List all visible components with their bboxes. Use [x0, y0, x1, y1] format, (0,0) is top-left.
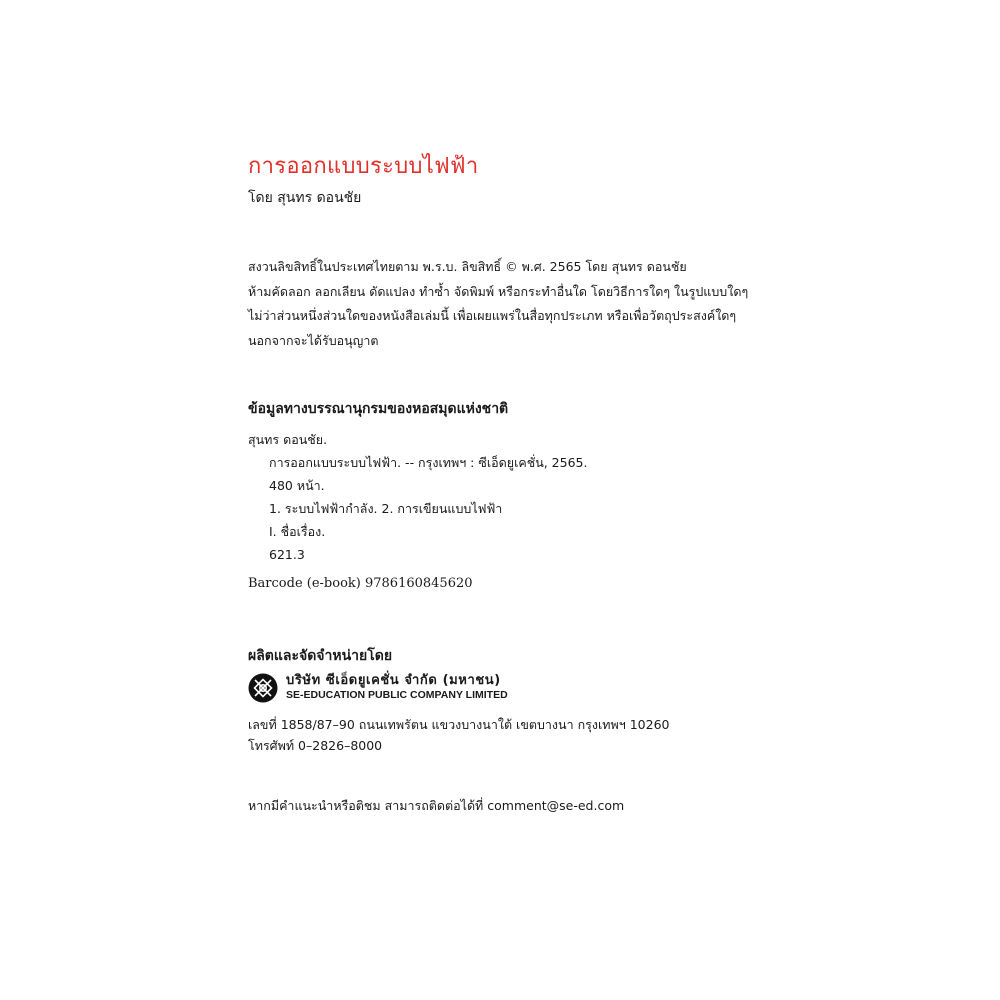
- publisher-address: เลขที่ 1858/87–90 ถนนเทพรัตน แขวงบางนาใต้ เขตบางนา กรุงเทพฯ 10260: [248, 717, 670, 732]
- copyright-line: ห้ามคัดลอก ลอกเลียน ดัดแปลง ทำซ้ำ จัดพิมพ์ หรือกระทำอื่นใด โดยวิธีการใดๆ ในรูปแบบใดๆ: [248, 283, 749, 299]
- cip-heading: ข้อมูลทางบรรณานุกรมของหอสมุดแห่งชาติ: [248, 401, 509, 417]
- book-author: โดย สุนทร ดอนชัย: [248, 190, 362, 206]
- publisher-phone: โทรศัพท์ 0–2826–8000: [248, 738, 383, 753]
- copyright-line: ไม่ว่าส่วนหนึ่งส่วนใดของหนังสือเล่มนี้ เพื่อเผยแพร่ในสื่อทุกประเภท หรือเพื่อวัตถุประสงค์ใดๆ: [248, 308, 737, 323]
- se-ed-logo-icon: [248, 673, 278, 703]
- cip-subjects: 1. ระบบไฟฟ้ากำลัง. 2. การเขียนแบบไฟฟ้า: [269, 501, 503, 516]
- cip-classification: 621.3: [269, 547, 305, 562]
- copyright-line: สงวนลิขสิทธิ์ในประเทศไทยตาม พ.ร.บ. ลิขสิทธิ์ © พ.ศ. 2565 โดย สุนทร ดอนชัย: [248, 259, 687, 274]
- book-title: การออกแบบระบบไฟฟ้า: [248, 154, 479, 179]
- copyright-notice: [248, 255, 748, 353]
- contact-line: หากมีคำแนะนำหรือติชม สามารถติดต่อได้ที่ comment@se-ed.com: [248, 798, 625, 813]
- cip-author: สุนทร ดอนชัย.: [248, 432, 328, 447]
- publisher-heading: ผลิตและจัดจำหน่ายโดย: [248, 648, 393, 664]
- copyright-line: นอกจากจะได้รับอนุญาต: [248, 332, 379, 348]
- publisher-address-block: [248, 714, 669, 756]
- cip-imprint: การออกแบบระบบไฟฟ้า. -- กรุงเทพฯ : ซีเอ็ดยูเคชั่น, 2565.: [269, 455, 588, 470]
- publisher-name-en: SE-EDUCATION PUBLIC COMPANY LIMITED: [286, 689, 508, 701]
- cip-title-entry: I. ชื่อเรื่อง.: [269, 524, 326, 539]
- publisher-logo: [248, 670, 508, 706]
- cip-block: [248, 428, 587, 566]
- barcode-line: Barcode (e-book) 9786160845620: [248, 576, 473, 591]
- cip-pages: 480 หน้า.: [269, 478, 325, 493]
- publisher-name-th: บริษัท ซีเอ็ดยูเคชั่น จำกัด (มหาชน): [286, 673, 501, 688]
